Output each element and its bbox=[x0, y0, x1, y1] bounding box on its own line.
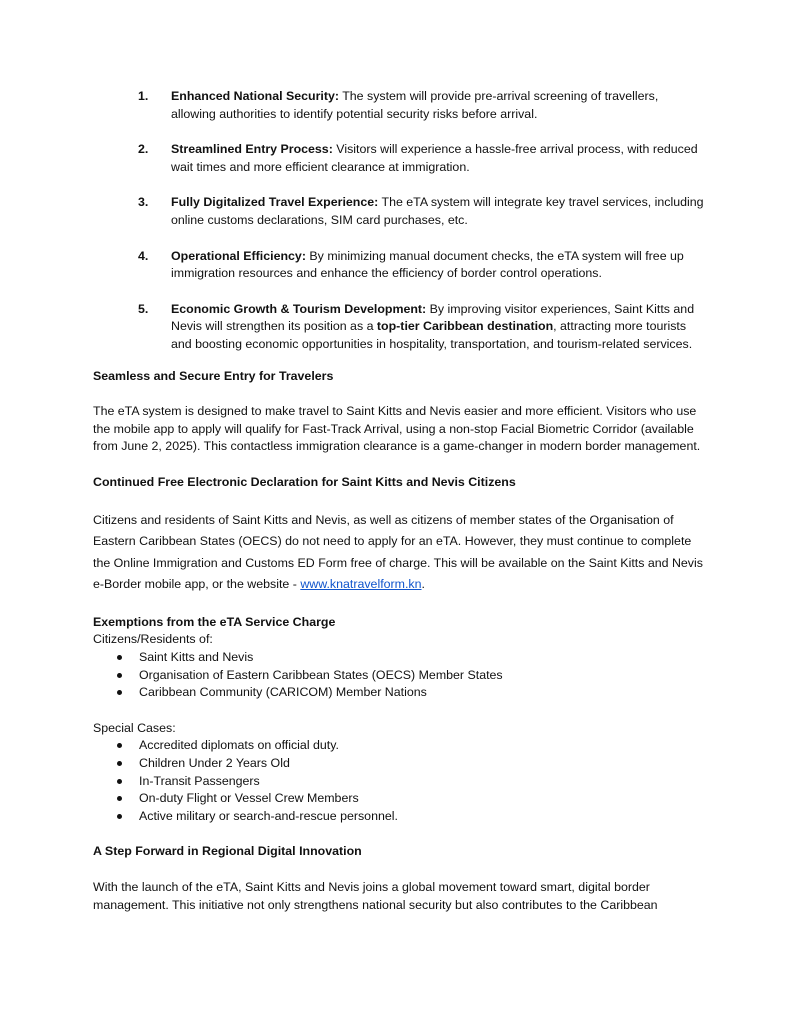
list-item bbox=[138, 248, 705, 283]
item-title: Economic Growth & Tourism Development: bbox=[171, 301, 427, 316]
item-title: Operational Efficiency: bbox=[171, 248, 306, 263]
item-text: By improving visitor experiences, Saint Kitts and Nevis will strengthen its position as a bbox=[171, 301, 695, 334]
section-heading: Continued Free Electronic Declaration for Saint Kitts and Nevis Citizens bbox=[93, 474, 516, 489]
benefits-list bbox=[93, 88, 705, 354]
item-text: Visitors will experience a hassle-free arrival process, with reduced wait times and more efficient clearance at immigration. bbox=[171, 142, 698, 174]
item-text: , attracting more tourists and boosting economic opportunities in hospitality, transportation, and tourism-related services. bbox=[171, 319, 693, 351]
list-item: Active military or search-and-rescue personnel. bbox=[93, 808, 705, 826]
section-body: With the launch of the eTA, Saint Kitts and Nevis joins a global movement toward smart, digital border management. This initiative not only strengthens national security but also contributes to the Caribbean bbox=[93, 880, 658, 912]
item-highlight: top-tier Caribbean destination bbox=[376, 319, 554, 334]
section-heading: Exemptions from the eTA Service Charge bbox=[93, 614, 336, 629]
document-page bbox=[93, 88, 705, 914]
list-item: Saint Kitts and Nevis bbox=[93, 649, 705, 667]
list-item bbox=[138, 141, 705, 176]
list-item bbox=[138, 301, 705, 354]
section-body: The eTA system is designed to make travel to Saint Kitts and Nevis easier and more efficient. Visitors who use the mobile app to apply will qualify for Fast-Track Arrival, using a non-stop Facial Biometric Corridor (available from June 2, 2025). This contactless immigration clearance is a game-changer in modern border management. bbox=[93, 404, 701, 454]
special-label: Special Cases: bbox=[93, 720, 176, 735]
item-number: 2. bbox=[138, 142, 149, 157]
item-title: Enhanced National Security: bbox=[171, 89, 339, 103]
travel-form-link[interactable]: www.knatravelform.kn bbox=[300, 577, 422, 592]
declaration-section bbox=[93, 474, 705, 596]
list-item: Caribbean Community (CARICOM) Member Nations bbox=[93, 684, 705, 702]
body-text: Citizens and residents of Saint Kitts and Nevis, as well as citizens of member states of the Organisation of Eastern Caribbean States (OECS) do not need to apply for an eTA. However, they must continue to complete the Online Immigration and Customs ED Form free of charge. This will be available on the Saint Kitts and Nevis e-Border mobile app, or the website - bbox=[93, 512, 703, 592]
item-number: 5. bbox=[138, 301, 149, 316]
special-cases-list bbox=[93, 737, 705, 825]
list-item: Organisation of Eastern Caribbean States (OECS) Member States bbox=[93, 667, 705, 685]
section-heading: A Step Forward in Regional Digital Innovation bbox=[93, 844, 362, 859]
citizens-list bbox=[93, 649, 705, 702]
section-body bbox=[93, 510, 705, 596]
body-end: . bbox=[421, 577, 425, 592]
exemptions-section bbox=[93, 614, 705, 826]
item-text: By minimizing manual document checks, the eTA system will free up immigration resources and enhance the efficiency of border control operations. bbox=[171, 248, 684, 281]
list-item: In-Transit Passengers bbox=[93, 773, 705, 791]
list-item bbox=[138, 194, 705, 229]
seamless-section bbox=[93, 368, 705, 456]
item-number: 4. bbox=[138, 248, 149, 263]
item-text: The eTA system will integrate key travel services, including online customs declarations, SIM card purchases, etc. bbox=[171, 195, 704, 227]
item-title: Fully Digitalized Travel Experience: bbox=[171, 195, 379, 210]
list-item: Children Under 2 Years Old bbox=[93, 755, 705, 773]
item-title: Streamlined Entry Process: bbox=[171, 142, 333, 157]
citizens-label: Citizens/Residents of: bbox=[93, 632, 213, 647]
item-number: 3. bbox=[138, 195, 149, 210]
list-item: On-duty Flight or Vessel Crew Members bbox=[93, 790, 705, 808]
item-text: The system will provide pre-arrival screening of travellers, allowing authorities to identify potential security risks before arrival. bbox=[171, 89, 659, 121]
list-item bbox=[138, 88, 705, 123]
section-heading: Seamless and Secure Entry for Travelers bbox=[93, 368, 334, 383]
innovation-section bbox=[93, 843, 705, 914]
list-item: Accredited diplomats on official duty. bbox=[93, 737, 705, 755]
item-number: 1. bbox=[138, 89, 149, 103]
